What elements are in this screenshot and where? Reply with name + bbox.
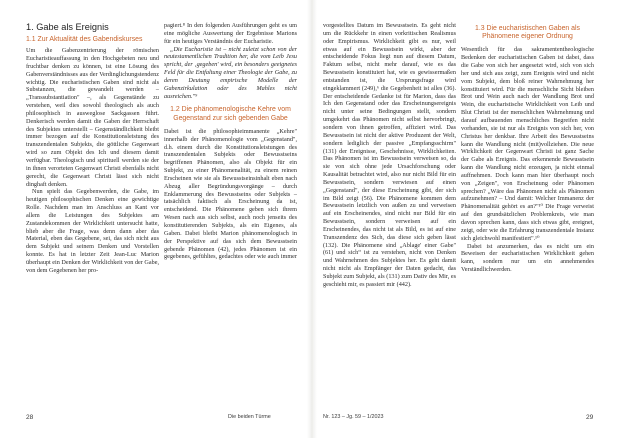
block-quote: „Die Eucharistie ist – nicht zuletzt schon von der neutestamentlichen Tradition her, die vom Leib Jesu spricht, der ‚gegeben' wird, ein besonders geeignetes Feld für die Entfaltung einer Theologie der Gabe, zu deren Deutung empirische Modelle der Gabenzirkulation oder des Mahles nicht ausreichen."⁹	[164, 45, 297, 100]
running-head-left: Die beiden Türme	[228, 414, 271, 420]
page-gutter	[307, 0, 317, 438]
running-head-right: Nr. 123 – Jg. 59 – 1/2023	[323, 414, 384, 420]
body-paragraph: Dabei ist die philosophieimmanente „Kehre" innerhalb der Phänomenologie vom „Gegenstand", d.h. einem durch die Konstitutionsleistungen des transzendentalen Subjekts oder Bewusstseins begriffenen Phänomen, also als Objekt für ein Subjekt, zu einer Phänomenalität, zu einem reinen Erscheinen wie sie als Bewusstseinsinhalt eben nach Abzug aller Begründungsvorgänge – durch Enklammerung des Bewusstseins oder Subjekts – tatsächlich faktisch als Erscheinung da ist, entscheidend. Die Phänomene geben sich ihrem Wesen nach aus sich selbst, auch noch jenseits des konstitutierenden Subjekts, als ein Eigenes, als Gaben. Dabei bleibt Marion phänomenologisch in der Perspektive auf das sich dem Bewusstsein gebende Phänomen (42), jedes Phänomen ist ein gegebenes, gefühltes, gedachtes oder wie auch immer	[164, 127, 297, 261]
left-column-1	[26, 22, 159, 275]
left-column-2	[164, 22, 297, 261]
page-number-left: 28	[26, 414, 34, 421]
chapter-heading: 1. Gabe als Ereignis	[26, 22, 109, 32]
body-paragraph: vorgestelltes Datum im Bewusstsein. Es geht nicht um die Rückkehr in einen vorkritischen Realismus oder Empirismus. Wirklichkeit gibt es nur, weil etwas auf ein Bewusstsein wirkt, aber der entscheidende Fokus liegt nun auf diesem Datum, Faktum selbst, nicht mehr darauf, wie es das Bewusstsein konstituiert hat, wie es gewissermaßen entstanden ist, die Ursprungsfrage wird eingeklammert (249),⁶ die Gegebenheit ist alles (36). Der entscheidende Gedanke ist für Marion, dass das Ich den Gegenstand oder das Erscheinungsereignis nicht unter seine Bedingungen stellt, sondern umgekehrt das Phänomen nicht selbst hervorbringt, sondern von ihnen getroffen, affiziert wird. Das Bewusstsein ist nicht der aktive Produzent der Welt, sondern lediglich der passive „Empfangsschirm" (131) der Ereignisse, Geschehnisse, Wirklichkeiten. Das Phänomen ist im Bewusstsein verweisen so, da sie von sich ohne jede Ursachforschung oder Kausalität betrachtet wird, also nur nicht Bild für ein Bewusstsein, sondern verwiesen auf einen „Gegenstand", der diese Erscheinung gibt, der sich im Bild zeigt (56). Die Phänomene kommen dem Bewusstsein letztlich von außen zu und verweisen auf ein Erscheinendes, sind nicht nur Bild für ein Bewusstsein, sondern verweisen auf ein Erscheinendes, das nicht ist als Bild, es ist auf eine Transzendenz des Sich, das diese sich geben lässt (132). Die Phänomene sind „Ablage' einer Gabe" (61) und sich“ ist zu verstehen, nicht von Denken und Wahrnehmen des Subjektes her. Es geht damit nicht nicht als Empfänger der Daten gedacht, das Subjekt zum Subjekt, als (131) zum Dativ des Mir, es geschieht mir, es passiert mir (442).	[323, 22, 456, 288]
right-column-2	[461, 22, 594, 274]
section-heading-1-1: 1.1 Zur Aktualität des Gabendiskurses	[26, 36, 143, 43]
page-number-right: 29	[586, 414, 594, 421]
body-paragraph: Um die Gabenzentrierung der römischen Eucharistieauffassung in den Hochgebeten neu und fruchtbar denken zu können, ist eine Lösung des Gabenverständnisses aus der Verdinglichungstendenz wichtig. Die eucharistischen Gaben sind nicht als Substanzen, die gewandelt werden – „Transsubstantiation" –, als Gegenstände zu verstehen, weil dies sowohl theologisch als auch philosophisch in ausweglose Sackgassen führt. Denkerisch werden damit die Gaben der Herrschaft des Subjektes unterstellt – Gegenständlichkeit bleibt immer bezogen auf die Konstitutionsleistung des transzendentalen Subjekts, die göttliche Gegenwart wird so zum Objekt des Ich und diesem damit verfügbar. Theologisch und spirituell werden sie der in ihnen verorteten Gegenwart Christi ebenfalls nicht gerecht, die Gegenwart Christi lässt sich nicht dinghaft denken.	[26, 47, 159, 188]
body-paragraph: Dabei ist anzumerken, das es nicht um ein Beweisen der eucharistischen Wirklichkeit gehen kann, sondern nur um ein annehmendes Verständlichwerden.	[461, 242, 594, 274]
section-heading-1-3: 1.3 Die eucharistischen Gaben als Phänomene eigener Ordnung	[475, 25, 580, 41]
right-column-1	[323, 22, 456, 289]
body-paragraph: pagiert.⁸ In den folgenden Ausführungen geht es um eine mögliche Auswertung der Ergebnisse Marions für ein heutiges Verständnis der Eucharistie.	[164, 22, 297, 45]
body-paragraph: Wesentlich für das sakramententheologische Bedenken der eucharistischen Gaben ist dabei, dass die Gabe von sich her angesetzt wird, sich von sich her und sich aus zeigt, zum Ereignis wird und nicht vom Subjekt, dem bloß reiner Wahrnehmung her konstituiert wird. Für die menschliche Sicht bleiben Brot und Wein auch nach der Wandlung Brot und Wein, die eucharistische Wirklichkeit von Leib und Blut Christi ist der menschlichen Wahrnehmung und darauf aufbauenden menschliches Begreifen nicht vorhanden, sie ist nur als Ereignis von sich her, von Christus her denkbar. Ihre Arbeit des Bewusstseins kann die Wandlung nicht (mit)vollziehen. Die neue Wirklichkeit der Gegenwart Christi ist ganz Sache der Gabe als Ereignis. Das erkennende Bewusstsein kann die Wandlung nicht erzeugen, ja nicht einmal auffnehmen. Doch kann man hier überhaupt noch von „Zeigen", von Erscheinung oder Phänomen sprechen? „Wäre das Phänomen nicht als Phänomen aufzunehmen? – Und damit: Welcher Immanenz der Phänomenalität gehört es an?"¹⁰ Die Frage verweist auf den grundsätzlichen Problemkreis, wie man davon sprechen kann, dass sich etwas gibt, ereignet, zeigt, oder wie die Erfahrung transzendentale Instanz sich gleichwohl manifestiert".¹⁰	[461, 46, 594, 242]
body-paragraph: Nun spielt das Gegebenwerden, die Gabe, im heutigen philosophischen Denken eine gewichtige Rolle. Nachdem man im Anschluss an Kant vor allem die Leistungen des Subjektes am Zustandekommen der Wirklichkeit untersucht hatte, blieb aber die Frage, was denn dann aber das Material, eben das Gegebene, sei, das sich nicht aus dem Subjekt und seinem Denken und Vorstellen konnte. Es hat in letzter Zeit Jean-Luc Marion überhaupt ein Denken der Wirklichkeit von der Gabe, von dem Gegebenen her pro-	[26, 188, 159, 274]
section-heading-1-2: 1.2 Die phänomenologische Kehre vom Gegenstand zur sich gebenden Gabe	[170, 106, 291, 122]
